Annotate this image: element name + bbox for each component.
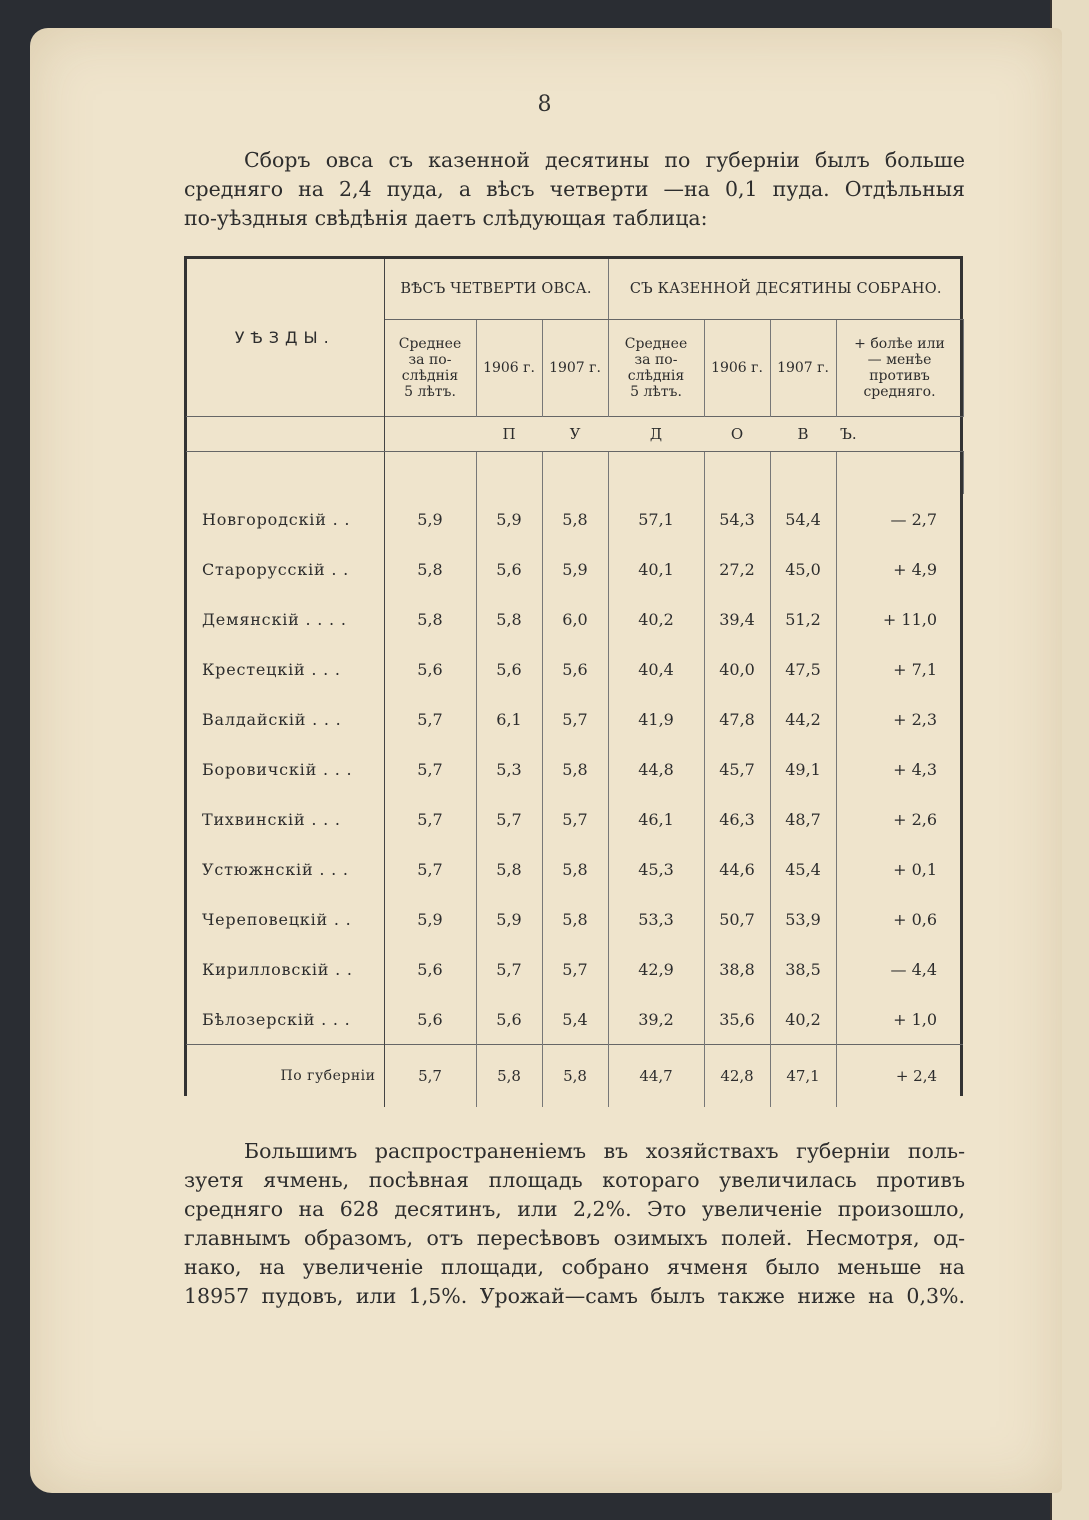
- weight-1906: 5,8: [476, 1045, 542, 1108]
- weight-average: 5,7: [384, 794, 476, 844]
- subheader-line: Среднее: [624, 336, 688, 352]
- weight-1907: 5,7: [542, 794, 608, 844]
- district-name: Боровичскій . . .: [186, 744, 384, 794]
- intro-line: по-уѣздныя свѣдѣнія даетъ слѣдующая таблица:: [184, 206, 708, 230]
- yield-1906: 38,8: [704, 944, 770, 994]
- table-total-row: [186, 1045, 963, 1108]
- units-letter: У: [542, 417, 608, 452]
- units-letter: Д: [608, 417, 704, 452]
- table-row: [186, 894, 963, 944]
- weight-1906: 5,6: [476, 644, 542, 694]
- district-name: Демянскій . . . .: [186, 594, 384, 644]
- weight-average: 5,6: [384, 994, 476, 1045]
- yield-1907: 53,9: [770, 894, 836, 944]
- weight-average: 5,7: [384, 1045, 476, 1108]
- table-row: [186, 594, 963, 644]
- weight-1906: 5,8: [476, 594, 542, 644]
- weight-average: 5,9: [384, 494, 476, 544]
- subheader-yield-1907: 1907 г.: [770, 320, 836, 417]
- group-header-weight: ВѢСЪ ЧЕТВЕРТИ ОВСА.: [384, 258, 608, 320]
- yield-1907: 40,2: [770, 994, 836, 1045]
- oats-table: [186, 256, 964, 1107]
- yield-average: 42,9: [608, 944, 704, 994]
- weight-average: 5,9: [384, 894, 476, 944]
- yield-average: 41,9: [608, 694, 704, 744]
- yield-average: 57,1: [608, 494, 704, 544]
- weight-1907: 5,6: [542, 644, 608, 694]
- yield-difference: + 2,4: [836, 1045, 963, 1108]
- yield-difference: + 2,3: [893, 709, 938, 729]
- yield-1906: 47,8: [704, 694, 770, 744]
- weight-1907: 5,8: [542, 744, 608, 794]
- subheader-weight-1906: 1906 г.: [476, 320, 542, 417]
- units-letter: [384, 417, 476, 452]
- yield-1907: 47,5: [770, 644, 836, 694]
- weight-1907: 5,8: [542, 894, 608, 944]
- units-letter: В: [770, 417, 836, 452]
- table-row: [186, 694, 963, 744]
- yield-difference: + 1,0: [893, 1009, 938, 1029]
- units-letter: Ъ.: [836, 417, 963, 452]
- yield-1907: 45,4: [770, 844, 836, 894]
- yield-1906: 35,6: [704, 994, 770, 1045]
- subheader-line: слѣднія: [401, 368, 459, 384]
- district-name: Старорусскій . .: [186, 544, 384, 594]
- yield-1907: 45,0: [770, 544, 836, 594]
- weight-1906: 5,9: [476, 894, 542, 944]
- subheader-line: + болѣе или: [854, 336, 945, 352]
- district-name: Череповецкій . .: [186, 894, 384, 944]
- yield-1907: 48,7: [770, 794, 836, 844]
- table-row: [186, 494, 963, 544]
- yield-average: 40,2: [608, 594, 704, 644]
- yield-difference: — 4,4: [890, 959, 938, 979]
- district-name: Новгородскій . .: [186, 494, 384, 544]
- district-name: Бѣлозерскій . . .: [186, 994, 384, 1045]
- weight-average: 5,8: [384, 594, 476, 644]
- yield-difference: + 4,9: [893, 559, 938, 579]
- weight-1907: 5,8: [542, 844, 608, 894]
- yield-difference: — 2,7: [890, 509, 938, 529]
- table-row: [186, 644, 963, 694]
- subheader-weight-average: [384, 320, 476, 417]
- yield-1906: 54,3: [704, 494, 770, 544]
- table-row: [186, 794, 963, 844]
- subheader-line: — менѣе: [867, 352, 932, 368]
- weight-1906: 5,7: [476, 944, 542, 994]
- weight-1907: 6,0: [542, 594, 608, 644]
- district-name: Валдайскій . . .: [186, 694, 384, 744]
- district-name: Крестецкій . . .: [186, 644, 384, 694]
- outro-paragraph: [184, 1137, 965, 1311]
- yield-average: 44,7: [608, 1045, 704, 1108]
- table-row: [186, 994, 963, 1045]
- units-letter: О: [704, 417, 770, 452]
- yield-average: 40,1: [608, 544, 704, 594]
- yield-1906: 39,4: [704, 594, 770, 644]
- yield-difference: + 4,3: [893, 759, 938, 779]
- yield-1906: 44,6: [704, 844, 770, 894]
- yield-1907: 49,1: [770, 744, 836, 794]
- weight-1907: 5,4: [542, 994, 608, 1045]
- table-row: [186, 544, 963, 594]
- yield-difference: + 0,6: [893, 909, 938, 929]
- yield-1907: 54,4: [770, 494, 836, 544]
- subheader-line: за по-: [408, 352, 452, 368]
- weight-average: 5,7: [384, 694, 476, 744]
- subheader-diff: [836, 320, 963, 417]
- yield-1907: 38,5: [770, 944, 836, 994]
- group-header-yield: СЪ КАЗЕННОЙ ДЕСЯТИНЫ СОБРАНО.: [608, 258, 963, 320]
- yield-difference: + 2,6: [893, 809, 938, 829]
- yield-1906: 45,7: [704, 744, 770, 794]
- subheader-line: 5 лѣтъ.: [404, 384, 456, 400]
- weight-average: 5,7: [384, 844, 476, 894]
- weight-average: 5,6: [384, 644, 476, 694]
- outro-line: нако, на увеличеніе площади, собрано ячменя было меньше на: [184, 1255, 965, 1279]
- weight-1907: 5,7: [542, 944, 608, 994]
- yield-average: 44,8: [608, 744, 704, 794]
- yield-1907: 47,1: [770, 1045, 836, 1108]
- weight-1906: 5,6: [476, 544, 542, 594]
- weight-average: 5,8: [384, 544, 476, 594]
- district-name: Устюжнскій . . .: [186, 844, 384, 894]
- page-number: 8: [537, 92, 552, 117]
- weight-1907: 5,9: [542, 544, 608, 594]
- weight-1906: 5,9: [476, 494, 542, 544]
- subheader-weight-1907: 1907 г.: [542, 320, 608, 417]
- yield-average: 53,3: [608, 894, 704, 944]
- weight-1907: 5,8: [542, 494, 608, 544]
- yield-average: 39,2: [608, 994, 704, 1045]
- subheader-yield-average: [608, 320, 704, 417]
- weight-1906: 5,3: [476, 744, 542, 794]
- district-name: Тихвинскій . . .: [186, 794, 384, 844]
- yield-1907: 44,2: [770, 694, 836, 744]
- outro-line: Большимъ распространеніемъ въ хозяйствахъ губерніи поль-: [244, 1139, 965, 1163]
- weight-average: 5,6: [384, 944, 476, 994]
- yield-1906: 27,2: [704, 544, 770, 594]
- intro-line: средняго на 2,4 пуда, а вѣсъ четверти —на 0,1 пуда. Отдѣльныя: [184, 177, 965, 201]
- weight-average: 5,7: [384, 744, 476, 794]
- yield-1906: 40,0: [704, 644, 770, 694]
- spacer-row: [186, 452, 963, 495]
- column-header-uezdy: УѢЗДЫ.: [186, 258, 384, 417]
- district-name: Кирилловскій . .: [186, 944, 384, 994]
- yield-difference: + 7,1: [893, 659, 938, 679]
- weight-1906: 5,6: [476, 994, 542, 1045]
- weight-1906: 5,7: [476, 794, 542, 844]
- table-row: [186, 844, 963, 894]
- units-letter: П: [476, 417, 542, 452]
- outro-line: зуетя ячмень, посѣвная площадь котораго увеличилась противъ: [184, 1168, 965, 1192]
- yield-1907: 51,2: [770, 594, 836, 644]
- yield-1906: 50,7: [704, 894, 770, 944]
- yield-difference: + 0,1: [893, 859, 938, 879]
- total-label: По губерніи: [186, 1045, 384, 1108]
- weight-1907: 5,8: [542, 1045, 608, 1108]
- weight-1907: 5,7: [542, 694, 608, 744]
- weight-1906: 6,1: [476, 694, 542, 744]
- yield-1906: 42,8: [704, 1045, 770, 1108]
- yield-average: 40,4: [608, 644, 704, 694]
- units-blank: [186, 417, 384, 452]
- subheader-line: противъ: [869, 368, 930, 384]
- outro-line: главнымъ образомъ, отъ пересѣвовъ озимыхъ полей. Несмотря, од-: [184, 1226, 965, 1250]
- weight-1906: 5,8: [476, 844, 542, 894]
- outro-line: средняго на 628 десятинъ, или 2,2%. Это увеличеніе произошло,: [184, 1197, 965, 1221]
- subheader-line: средняго.: [863, 384, 936, 400]
- subheader-line: Среднее: [398, 336, 462, 352]
- yield-difference: + 11,0: [882, 609, 938, 629]
- yield-average: 45,3: [608, 844, 704, 894]
- intro-line: Сборъ овса съ казенной десятины по губерніи былъ больше: [244, 148, 965, 172]
- intro-paragraph: [184, 146, 965, 233]
- outro-line: 18957 пудовъ, или 1,5%. Урожай—самъ былъ также ниже на 0,3%.: [184, 1284, 965, 1308]
- subheader-line: за по-: [634, 352, 678, 368]
- yield-average: 46,1: [608, 794, 704, 844]
- subheader-line: слѣднія: [627, 368, 685, 384]
- table-row: [186, 944, 963, 994]
- subheader-line: 5 лѣтъ.: [630, 384, 682, 400]
- yield-1906: 46,3: [704, 794, 770, 844]
- table-row: [186, 744, 963, 794]
- subheader-yield-1906: 1906 г.: [704, 320, 770, 417]
